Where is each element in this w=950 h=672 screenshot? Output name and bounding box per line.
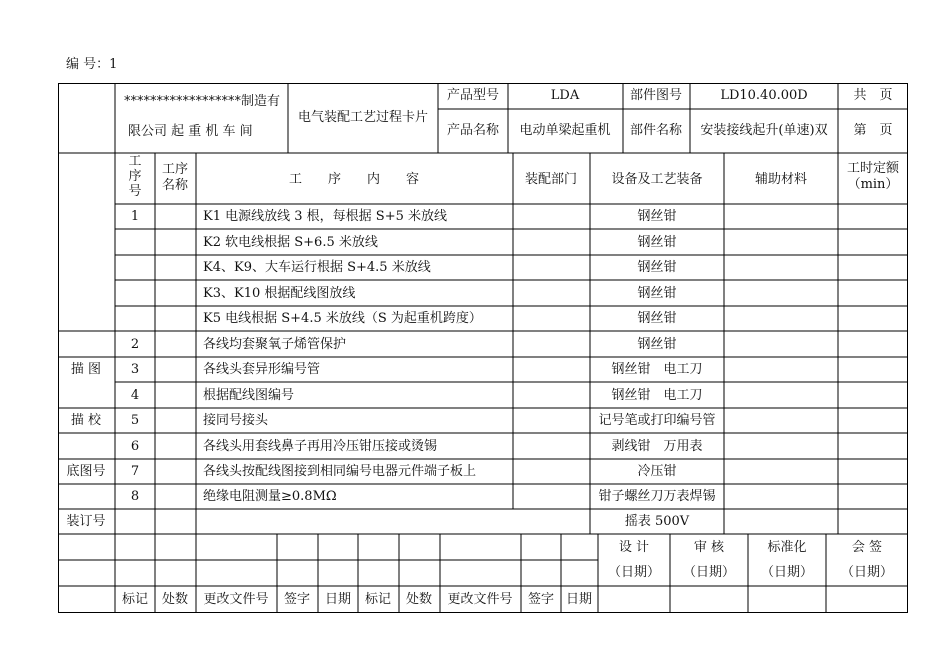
- row-10-content: 各线头用套线鼻子再用冷压钳压接或烫锡: [203, 439, 438, 454]
- row-4-equipment: 钢丝钳: [637, 286, 677, 301]
- product-name-label: 产品名称: [446, 123, 500, 138]
- signoff-standardization-date: （日期）: [760, 565, 814, 580]
- revision-change-doc-1: 更改文件号: [203, 592, 269, 607]
- signoff-review-date: （日期）: [682, 565, 736, 580]
- row-11-equipment: 冷压钳: [637, 464, 677, 479]
- row-5-equipment: 钢丝钳: [637, 311, 677, 326]
- revision-signature-1: 签字: [283, 592, 311, 607]
- product-model-value: LDA: [550, 88, 580, 103]
- part-drawing-no-label: 部件图号: [629, 88, 683, 103]
- part-name-label: 部件名称: [629, 123, 683, 138]
- row-12-equipment: 钳子螺丝刀万表焊锡: [598, 489, 716, 504]
- row-1-step-no: 1: [130, 209, 140, 224]
- row-9-step-no: 5: [130, 413, 140, 428]
- col-equipment: 设备及工艺装备: [611, 172, 703, 187]
- side-label-tracing: 描 图: [70, 362, 102, 377]
- col-assembly-dept: 装配部门: [524, 172, 578, 187]
- revision-change-doc-2: 更改文件号: [447, 592, 513, 607]
- row-4-content: K3、K10 根据配线图放线: [203, 286, 356, 301]
- signoff-review: 审 核: [693, 540, 725, 555]
- row-6-equipment: 钢丝钳: [637, 337, 677, 352]
- row-12-content: 绝缘电阻测量≥0.8MΩ: [203, 489, 337, 504]
- part-name-value: 安装接线起升(单速)双: [700, 123, 828, 138]
- row-9-content: 接同号接头: [203, 413, 269, 428]
- row-7-content: 各线头套异形编号管: [203, 362, 321, 377]
- revision-signature-2: 签字: [527, 592, 555, 607]
- col-step-name: 工序 名称: [161, 162, 189, 193]
- col-step-no: 工 序 号: [128, 154, 142, 199]
- revision-mark-2: 标记: [364, 592, 392, 607]
- row-13-equipment: 摇表 500V: [624, 514, 690, 529]
- company-name-line2: 限公司 起 重 机 车 间: [128, 124, 253, 139]
- process-card-table: [58, 83, 908, 613]
- row-11-step-no: 7: [130, 464, 140, 479]
- product-model-label: 产品型号: [446, 88, 500, 103]
- company-name-line1: ******************制造有: [124, 94, 281, 109]
- row-10-equipment: 剥线钳 万用表: [611, 439, 703, 454]
- page-label: 第 页: [853, 123, 893, 138]
- row-2-equipment: 钢丝钳: [637, 235, 677, 250]
- signoff-countersign-date: （日期）: [840, 565, 894, 580]
- row-8-step-no: 4: [130, 388, 140, 403]
- row-3-content: K4、K9、大车运行根据 S+4.5 米放线: [203, 260, 431, 275]
- col-aux-material: 辅助材料: [754, 172, 808, 187]
- row-8-equipment: 钢丝钳 电工刀: [611, 388, 703, 403]
- row-5-content: K5 电线根据 S+4.5 米放线（S 为起重机跨度）: [203, 311, 482, 326]
- side-label-trace-check: 描 校: [70, 413, 102, 428]
- side-label-binding-no: 装订号: [66, 514, 106, 529]
- card-title: 电气装配工艺过程卡片: [297, 110, 429, 125]
- col-content: 工 序 内 容: [288, 172, 420, 187]
- revision-date-1: 日期: [324, 592, 352, 607]
- row-6-step-no: 2: [130, 337, 140, 352]
- revision-date-2: 日期: [565, 592, 593, 607]
- col-time-quota: 工时定额 （min）: [846, 161, 900, 192]
- row-9-equipment: 记号笔或打印编号管: [598, 413, 716, 428]
- row-10-step-no: 6: [130, 439, 140, 454]
- row-11-content: 各线头按配线图接到相同编号电器元件端子板上: [203, 464, 477, 479]
- side-label-base-drawing-no: 底图号: [66, 464, 106, 479]
- row-6-content: 各线均套聚氧子烯管保护: [203, 337, 347, 352]
- signoff-countersign: 会 签: [851, 540, 883, 555]
- part-drawing-no-value: LD10.40.00D: [720, 88, 808, 103]
- row-7-equipment: 钢丝钳 电工刀: [611, 362, 703, 377]
- product-name-value: 电动单梁起重机: [519, 123, 611, 138]
- document-number: 编 号：1: [66, 57, 118, 72]
- row-12-step-no: 8: [130, 489, 140, 504]
- row-7-step-no: 3: [130, 362, 140, 377]
- revision-mark-1: 标记: [121, 592, 149, 607]
- row-3-equipment: 钢丝钳: [637, 260, 677, 275]
- row-1-equipment: 钢丝钳: [637, 209, 677, 224]
- signoff-standardization: 标准化: [767, 540, 807, 555]
- revision-count-2: 处数: [405, 592, 433, 607]
- row-8-content: 根据配线图编号: [203, 388, 295, 403]
- total-pages-label: 共 页: [853, 88, 893, 103]
- row-1-content: K1 电源线放线 3 根，每根据 S+5 米放线: [203, 209, 447, 224]
- revision-count-1: 处数: [161, 592, 189, 607]
- signoff-design: 设 计: [618, 540, 650, 555]
- row-2-content: K2 软电线根据 S+6.5 米放线: [203, 235, 378, 250]
- signoff-design-date: （日期）: [607, 565, 661, 580]
